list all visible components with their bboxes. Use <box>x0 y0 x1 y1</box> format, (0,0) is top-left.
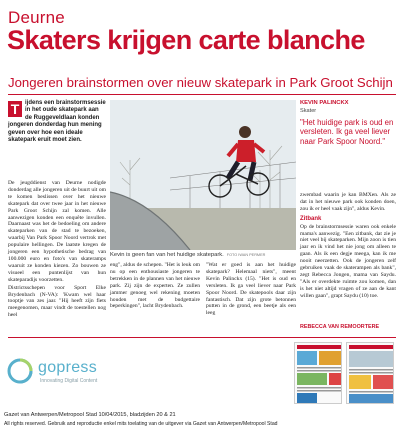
lead-paragraph <box>8 100 106 144</box>
top-rule <box>8 94 396 95</box>
lead-text: ijdens een brainstormsessie in het oude skatepark aan de Ruggeveldlaan konden jongeren donderdag hun mening geven over hoe een ideale skatepark eruit moet zien. <box>8 100 106 144</box>
subheadline: Jongeren brainstormen over nieuw skatepark in Park Groot Schijn <box>8 75 393 90</box>
body-paragraph: "Wat er goed is aan het huidige skatepark? Helemaal niets", meent Kevin Palinckx (15). "Het is oud en versleten. Ik ga veel liever naar Park Spoor Noord. De skatepools daar zijn fantastisch. Dat zijn grote betonnen putten in de grond, een beetje als een leeg <box>206 262 296 317</box>
body-paragraph: zwembad waarin je kan BMXen. Als ze dat in het nieuwe park ook konden doen, zou ik er heel vaak zijn", aldus Kevin. <box>300 192 396 212</box>
bottom-rule <box>8 337 396 338</box>
rights-footer: All rights reserved. Gebruik and reproductie enkel mits toelating van de uitgever via Gazet van Antwerpen/Metropool Stad <box>4 421 278 427</box>
photo-credit: FOTO IWAN PERMER <box>226 253 266 257</box>
author-byline: REBECCA VAN REMOORTERE <box>300 324 380 330</box>
body-paragraph: Districtsschepen voor Sport Elke Brydenbach (N-VA): 'Kwam wel haar tooptje van zes jaar. "Hij heeft zijn fiets meegenomen, maar vindt de toestellen nog heel <box>8 284 106 319</box>
quote-text: "Het huidige park is oud en versleten. Ik ga veel liever naar Park Spoor Noord." <box>300 118 394 146</box>
logo-text: gopress <box>38 359 98 376</box>
article-photo <box>110 100 296 250</box>
thumbnail-preview <box>347 343 394 404</box>
section-label: Deurne <box>8 8 65 27</box>
article-column-1 <box>8 180 106 320</box>
headline: Skaters krijgen carte blanche <box>7 25 365 55</box>
page-thumbnail[interactable] <box>294 342 342 404</box>
article-column-4 <box>300 192 396 301</box>
logo-tagline: Innovating Digital Content <box>40 378 98 384</box>
body-paragraph: De jeugddienst van Deurne nodigde donderdag alle jongeren uit de buurt uit om te komen beslissen over het nieuwe skatepark dat over twee jaar in het nieuwe Park Groot Schijn zal komen. Alle aanwezigen konden een enquête invullen. Daarnaast was het de bedoeling om andere skateparken van de stad te bezoeken, waarbij Van Park Spoor Noord vertrok met populaire hellingen. De laatste kregen de jongeren een hypothetische bedrag van 100.000 euro en foto's van skateramps waaruit ze konden kiezen. Zo bouwen ze visueel een puntenlijst van hun skateparadijs voorzetten. <box>8 180 106 283</box>
skater-photo-illustration <box>110 100 296 250</box>
article-column-3 <box>206 262 296 318</box>
quote-name: KEVIN PALINCKX <box>300 100 349 106</box>
quote-role: Skater <box>300 108 317 114</box>
thumbnail-preview <box>295 343 342 404</box>
article-column-2 <box>110 262 200 311</box>
pull-quote <box>300 100 396 146</box>
source-footer: Gazet van Antwerpen/Metropool Stad 10/04/2015, bladzijden 20 & 21 <box>4 412 176 418</box>
body-paragraph: eng", aldus de schepen. "Het is leuk om nu op een enthousiaste jongeren te betrekken in de plannen van het nieuwe park. Zij zijn de experten. Ze zullen jammer genoeg wel rekening moeten houden met de budgettaire beperkingen", lacht Brydenbach. <box>110 262 200 310</box>
subheading: Zitbank <box>300 215 322 222</box>
photo-caption: Kevin is geen fan van het huidige skatepark. FOTO IWAN PERMER <box>110 252 266 258</box>
body-paragraph: Op de brainstormsessie waren ook enkele mama's aanwezig. "Een zitbank, dat zie je niet veel bij skateparken. Mijn zoon is tien jaar en ik vind het nie jong om alleen te gaan. Als ik een degje meega, kan ik me nooit neerzetten. Ook de jongeren zelf gebruiken vaak de skaterampen als bank", zegt Rebecca Jongen, mama van Saydu. "Als er overdekte ruimte zou komen, dan is het niet altijd vragen of ze aan de kant willen gaan", grapt Saydu (10) toe. <box>300 223 396 299</box>
page-thumbnail[interactable] <box>346 342 394 404</box>
drop-cap: T <box>8 101 22 117</box>
